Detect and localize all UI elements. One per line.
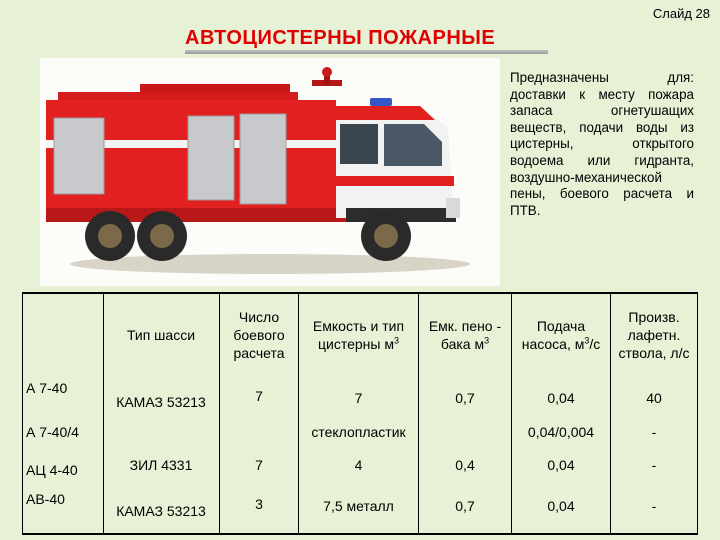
title-underline: [185, 50, 548, 54]
header-pump: [512, 300, 610, 370]
row-crew: 7: [255, 457, 263, 473]
row-model: АВ-40: [26, 491, 65, 507]
row-model: А 7-40: [26, 380, 68, 396]
table-border-right: [697, 293, 698, 533]
row-chassis: ЗИЛ 4331: [129, 457, 193, 473]
row-crew: 7: [255, 388, 263, 404]
header-pump-sup: 3: [584, 335, 590, 346]
row-pump: 0,04: [547, 390, 575, 406]
row-foam: 0,7: [455, 498, 475, 514]
table-border-bottom: [22, 533, 698, 535]
purpose-text: доставки к месту пожара запаса огнетушащих веществ, подачи воды из цистерны, открытого водоема или гидранта, воздушно-механической пены, боевого расчета и ПТВ.: [510, 86, 694, 218]
purpose-description: [510, 70, 694, 219]
fire-truck-image: [40, 58, 500, 286]
table-border-top: [22, 292, 698, 294]
row-chassis: КАМАЗ 53213: [116, 394, 206, 410]
table-border-left: [22, 293, 23, 533]
row-monitor: -: [651, 424, 657, 440]
row-tank: 7: [354, 390, 363, 406]
header-tank-sup: 3: [393, 335, 399, 346]
header-tank: [299, 300, 418, 370]
row-model: АЦ 4-40: [26, 462, 78, 478]
header-tank-text: Емкость и тип цистерны м: [312, 318, 405, 352]
header-pump-text: Подача насоса, м: [521, 318, 586, 352]
header-foam: [419, 300, 511, 370]
header-pump-tail: /с: [589, 336, 601, 352]
slide-number: Слайд 28: [652, 6, 710, 21]
row-chassis: КАМАЗ 53213: [116, 503, 206, 519]
row-pump: 0,04/0,004: [527, 424, 595, 440]
row-foam: 0,4: [455, 457, 475, 473]
row-monitor: -: [651, 457, 657, 473]
purpose-heading: Предназначены для:: [510, 70, 694, 85]
slide-title: АВТОЦИСТЕРНЫ ПОЖАРНЫЕ: [185, 27, 496, 49]
row-tank: стеклопластик: [311, 424, 406, 440]
row-foam: 0,7: [455, 390, 475, 406]
row-monitor: -: [651, 498, 657, 514]
row-monitor: 40: [646, 390, 662, 406]
row-crew: 3: [255, 496, 263, 512]
row-pump: 0,04: [547, 498, 575, 514]
header-crew: Число боевого расчета: [233, 309, 285, 361]
row-pump: 0,04: [547, 457, 575, 473]
fire-truck-illustration: [40, 58, 500, 286]
header-foam-text: Емк. пено - бака м: [428, 318, 502, 352]
row-tank: 7,5 металл: [323, 498, 394, 514]
header-monitor: Произв. лафетн. ствола, л/с: [618, 309, 690, 361]
header-foam-sup: 3: [484, 335, 490, 346]
header-chassis: Тип шасси: [126, 327, 196, 343]
row-model: А 7-40/4: [26, 424, 79, 440]
row-tank: 4: [354, 457, 363, 473]
